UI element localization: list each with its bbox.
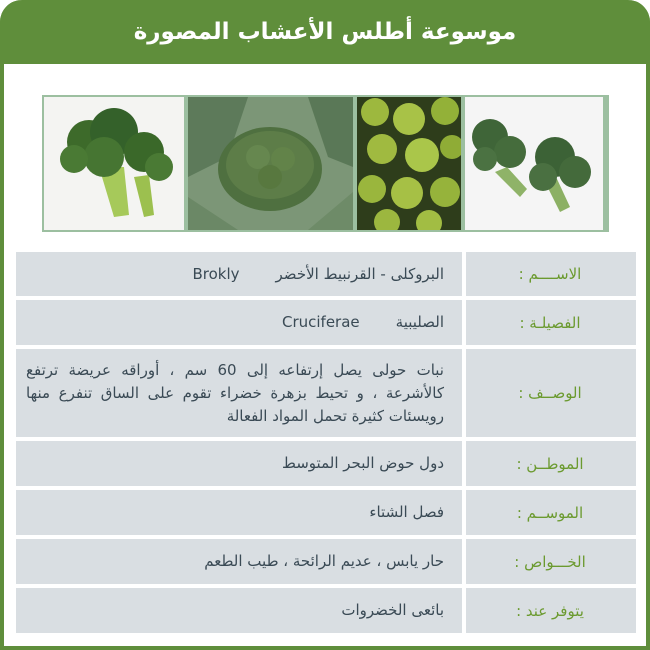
row-name <box>16 252 636 296</box>
page-title: موسوعة أطلس الأعشاب المصورة <box>133 19 517 45</box>
name-arabic: البروكلى - القرنبيط الأخضر <box>275 264 444 283</box>
broccoli-florets-photo <box>357 97 461 230</box>
name-latin: Brokly <box>192 264 240 283</box>
family-value <box>16 300 462 345</box>
photo-gallery <box>42 95 609 232</box>
season-label: الموســم : <box>466 490 636 535</box>
availability-value: بائعى الخضروات <box>16 588 462 633</box>
row-family <box>16 300 636 345</box>
broccoli-plant-photo <box>188 97 353 230</box>
row-habitat <box>16 441 636 486</box>
row-description <box>16 349 636 437</box>
habitat-value: دول حوض البحر المتوسط <box>16 441 462 486</box>
name-label: الاســــم : <box>466 252 636 296</box>
habitat-label: الموطــن : <box>466 441 636 486</box>
row-properties <box>16 539 636 584</box>
name-value <box>16 252 462 296</box>
season-value: فصل الشتاء <box>16 490 462 535</box>
description-value: نبات حولى يصل إرتفاعه إلى 60 سم ، أوراقه عريضة ترتفع كالأشرعة ، و تحيط بزهرة خضراء تقوم على الساق تنفرع منها رويسئات كثيرة تحمل المواد الفعالة <box>16 349 462 437</box>
availability-label: يتوفر عند : <box>466 588 636 633</box>
row-season <box>16 490 636 535</box>
header-bar <box>0 0 650 64</box>
family-label: الفصيلـة : <box>466 300 636 345</box>
row-availability <box>16 588 636 633</box>
broccoli-head-photo <box>44 97 184 230</box>
family-latin: Cruciferae <box>281 313 360 331</box>
properties-value: حار يابس ، عديم الرائحة ، طيب الطعم <box>16 539 462 584</box>
info-table <box>16 252 636 637</box>
properties-label: الخـــواص : <box>466 539 636 584</box>
description-label: الوصــف : <box>466 349 636 437</box>
broccoli-crowns-photo <box>465 97 603 230</box>
family-arabic: الصليبية <box>395 313 444 331</box>
